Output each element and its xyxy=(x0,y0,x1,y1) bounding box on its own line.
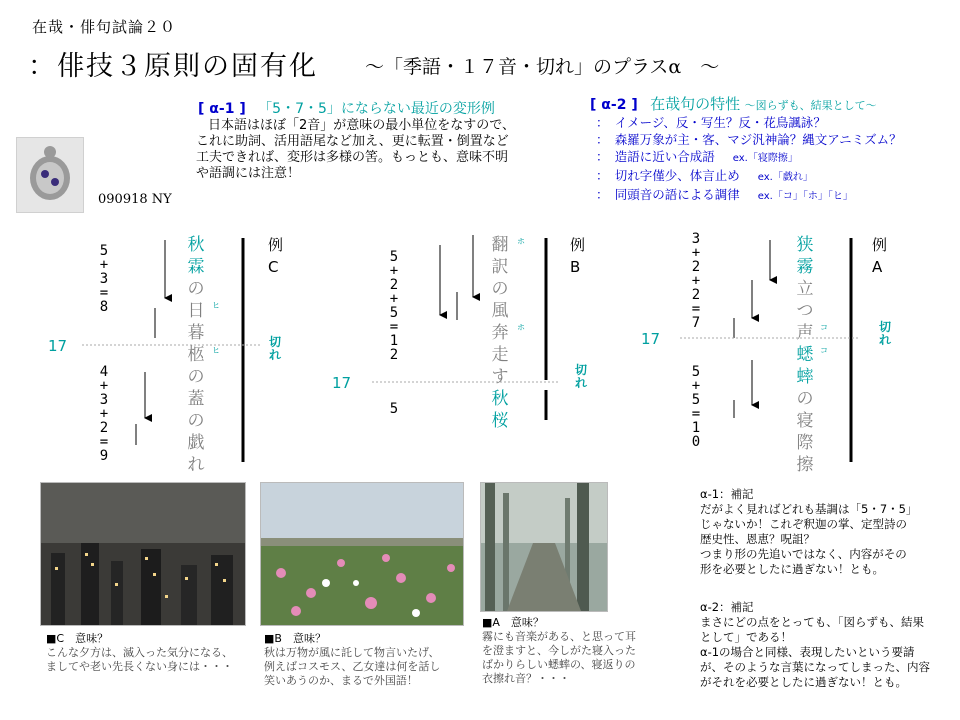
stamp-id: 090918 NY xyxy=(98,192,172,207)
page-subtitle: ～「季語・１７音・切れ」のプラスα ～ xyxy=(365,56,720,78)
photo-night-city xyxy=(40,482,246,626)
example-a-seventeen: 17 xyxy=(641,330,661,348)
example-b-count1: 5+2+5=12 xyxy=(389,249,399,363)
photo-misty-forest xyxy=(480,482,608,612)
example-a-ruby1: コ xyxy=(820,323,828,332)
example-b-label: 例 B xyxy=(570,236,586,276)
caption-a: ■A 意味？ 霧にも音楽がある、と思って耳 を澄ますと、今しがた寝入った ばかりらしい蟋蟀の、寝返りの 衣擦れ音？・・・ xyxy=(482,616,636,685)
example-a-count2: 5+5=10 xyxy=(691,364,701,450)
example-b-ruby2: ホ xyxy=(517,323,525,332)
example-c-count1: 5+3=8 xyxy=(99,243,109,315)
example-c-rest: の日暮柩の蓋の戯れ xyxy=(187,279,205,475)
example-a-label: 例 A xyxy=(872,236,888,276)
example-c-count2: 4+3+2=9 xyxy=(99,364,109,464)
note-alpha2: α-2：補記 まさにどの点をとっても、「図らずも、結果 として」である！ α-1の場合と同様、表現したいという要請 が、そのような言葉になってしまった、内容 がそれを必要としたに過ぎない！とも。 xyxy=(700,600,930,689)
example-b-count2: 5 xyxy=(389,401,399,417)
list-item: ： 同頭音の語による調律 ex.「コ」「ホ」「ヒ」 xyxy=(596,187,853,202)
alpha2-tag: [ α-2 ] xyxy=(590,97,638,113)
alpha2-heading-note: ～図らずも、結果として～ xyxy=(744,99,877,112)
example-a-kigo2: 蟋蟀 xyxy=(796,345,814,387)
list-item: ： 造語に近い合成語 ex.「寝際擦」 xyxy=(596,149,798,164)
example-b-ruby1: ホ xyxy=(517,237,525,246)
example-c-haiku xyxy=(186,234,206,476)
list-item: ： 切れ字僅少、体言止め ex.「戯れ」 xyxy=(596,168,813,183)
example-a-count1: 3+2+2=7 xyxy=(691,231,701,331)
example-a-haiku xyxy=(795,234,815,476)
alpha1-body: 日本語はほぼ「2音」が意味の最小単位をなすので、 これに助詞、活用語尾など加え、更に転置・倒置など 工夫できれば、変形は多様の筈。もっとも、意味不明 や語調には注意！ xyxy=(196,118,516,181)
example-a-ruby2: コ xyxy=(820,346,828,355)
example-b-haiku xyxy=(490,234,510,432)
example-b-kigo: 秋桜 xyxy=(491,389,509,431)
alpha1-heading: 「5・7・5」にならない最近の変形例 xyxy=(258,101,495,117)
example-c-ruby1: ヒ xyxy=(212,301,220,310)
example-b-kire: 切れ xyxy=(574,363,587,390)
example-b-seventeen: 17 xyxy=(332,374,352,392)
list-item: ： イメージ、反・写生？反・花鳥諷詠？ xyxy=(596,115,826,130)
example-a-kigo1: 狭霧 xyxy=(796,235,814,277)
note-alpha1: α-1：補記 だがよく見ればどれも基調は「5・7・5」 じゃないか！これぞ釈迦の掌、定型詩の 歴史性、恩恵？呪詛？ つまり形の先追いではなく、内容がその 形を必要としたに過ぎない！とも。 xyxy=(700,487,918,576)
caption-c: ■C 意味？ こんな夕方は、滅入った気分になる、 ましてや老い先長くない身には・・・ xyxy=(46,632,233,673)
example-c-kigo: 秋霖 xyxy=(187,235,205,277)
alpha1-tag: [ α-1 ] xyxy=(198,101,246,117)
example-c-kire: 切れ xyxy=(268,335,281,362)
example-c-seventeen: 17 xyxy=(48,337,68,355)
list-item: ： 森羅万象が主・客、マジ汎神論？縄文アニミズム？ xyxy=(596,132,902,147)
example-b-rest: 翻訳の風奔走す xyxy=(491,235,509,387)
example-a-rest: の寝際擦 xyxy=(796,389,814,475)
example-a-mid: 立つ声 xyxy=(796,279,814,343)
photo-cosmos-field xyxy=(260,482,464,626)
alpha2-heading: 在哉句の特性 xyxy=(650,95,741,113)
example-c-ruby2: ヒ xyxy=(212,346,220,355)
caption-b: ■B 意味？ 秋は万物が風に託して物言いたげ、 例えばコスモス、乙女達は何を話し 笑いあうのか、まるで外国語！ xyxy=(264,632,441,687)
series-label: 在哉・俳句試論２０ xyxy=(32,18,177,36)
example-a-kire: 切れ xyxy=(878,320,891,347)
example-c-label: 例 C xyxy=(268,236,284,276)
page-title: ：俳技３原則の固有化 xyxy=(28,51,318,82)
